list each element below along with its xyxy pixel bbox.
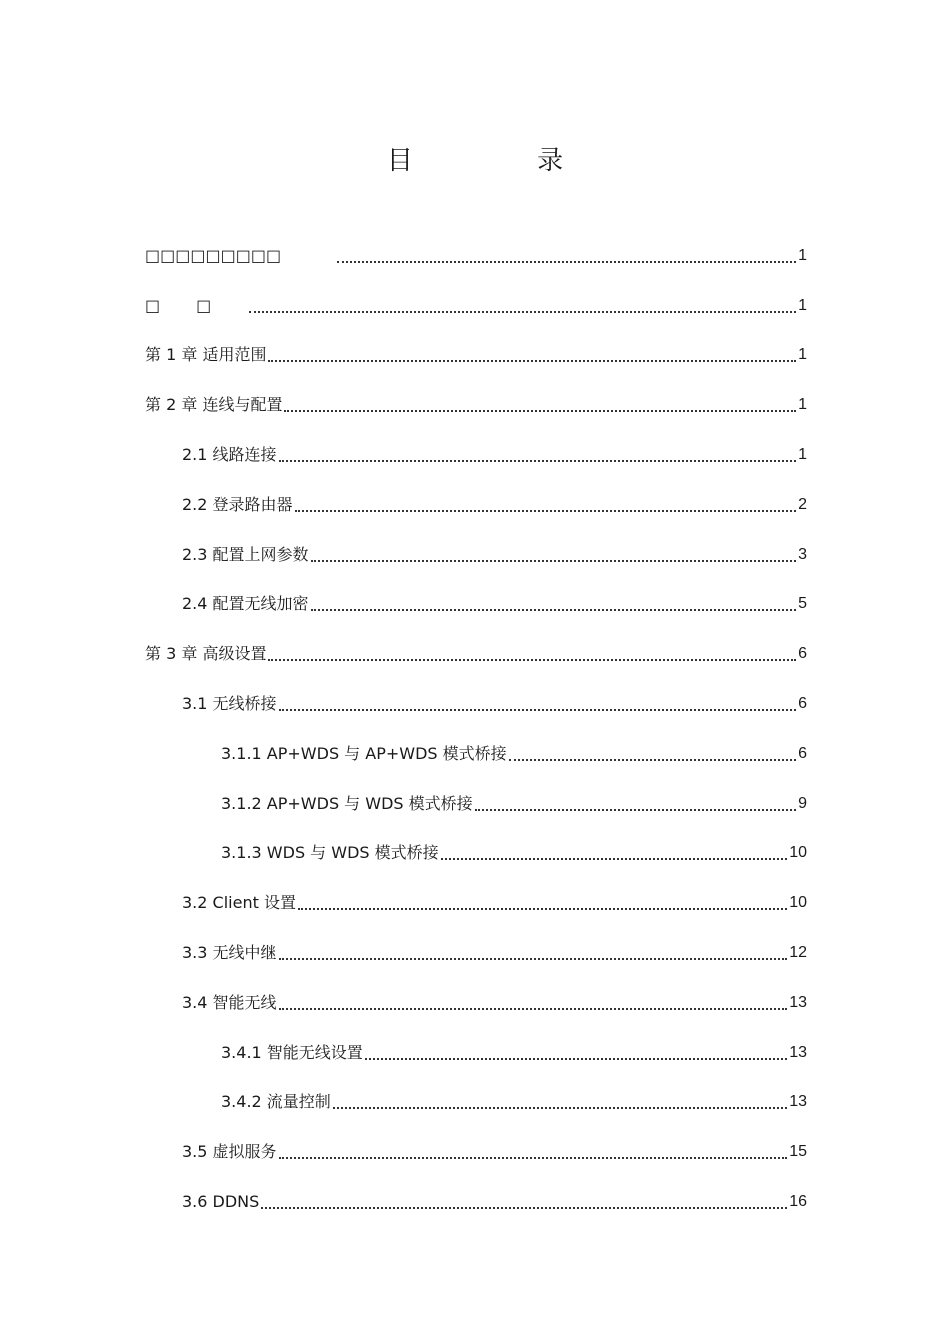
toc-entry[interactable] [145,770,807,820]
toc-entry-label: 3.1.3 WDS 与 WDS 模式桥接 [221,843,439,863]
toc-dot-leader [333,1107,787,1109]
toc-page-number: 12 [789,943,807,961]
toc-page-number: 15 [789,1143,807,1161]
toc-page-number: 1 [798,346,807,364]
toc-entry[interactable] [145,620,807,670]
toc-dot-leader [311,560,797,562]
toc-page-number: 13 [789,1093,807,1111]
toc-entry-label: 3.4.2 流量控制 [221,1092,331,1112]
toc-entry[interactable] [145,1019,807,1069]
toc-dot-leader [261,1207,787,1209]
toc-entry-label: 2.2 登录路由器 [182,494,293,514]
toc-dot-leader [249,311,796,313]
toc-entry[interactable] [145,322,807,372]
toc-entry-label: 2.1 线路连接 [182,444,277,464]
toc-dot-leader [337,261,796,263]
toc-entry[interactable] [145,1069,807,1119]
toc-entry-label: 第 3 章 高级设置 [145,644,267,664]
toc-entry-label: 2.3 配置上网参数 [182,544,309,564]
toc-entry[interactable] [145,1168,807,1218]
toc-entry[interactable] [145,421,807,471]
toc-entry[interactable] [145,670,807,720]
toc-page-number: 16 [789,1192,807,1210]
toc-dot-leader [279,460,797,462]
toc-entry[interactable] [145,272,807,322]
toc-entry[interactable] [145,521,807,571]
toc-dot-leader [268,360,796,362]
toc-dot-leader [284,410,796,412]
toc-entry-label: 3.2 Client 设置 [182,893,296,913]
toc-entry-label: 3.1.1 AP+WDS 与 AP+WDS 模式桥接 [221,743,507,763]
toc-dot-leader [279,709,797,711]
toc-page-number: 1 [798,445,807,463]
toc-entry[interactable] [145,969,807,1019]
toc-entry-label: 3.6 DDNS [182,1191,260,1211]
toc-entry[interactable] [145,371,807,421]
toc-entry[interactable] [145,869,807,919]
toc-dot-leader [279,1157,788,1159]
toc-entry-label: 3.1 无线桥接 [182,693,277,713]
toc-page-number: 1 [798,296,807,314]
toc-entry[interactable] [145,919,807,969]
toc-dot-leader [279,1008,788,1010]
toc-entry[interactable] [145,720,807,770]
toc-page-number: 13 [789,1043,807,1061]
toc-page-number: 1 [798,396,807,414]
toc-dot-leader [509,759,796,761]
toc-page-number: 6 [798,744,807,762]
toc-page-number: 6 [798,645,807,663]
toc-entry[interactable] [145,471,807,521]
toc-entry[interactable] [145,1118,807,1168]
toc-dot-leader [365,1058,787,1060]
toc-entry-label: 3.4.1 智能无线设置 [221,1042,363,1062]
toc-page-number: 3 [798,545,807,563]
table-of-contents [145,222,807,1218]
toc-dot-leader [475,809,796,811]
toc-page-number: 13 [789,993,807,1011]
toc-entry-label: 3.4 智能无线 [182,992,277,1012]
toc-page-number: 5 [798,595,807,613]
toc-dot-leader [441,858,788,860]
toc-page-number: 9 [798,794,807,812]
toc-entry-label: 第 1 章 适用范围 [145,345,267,365]
toc-entry[interactable] [145,222,807,272]
toc-entry-label: 3.1.2 AP+WDS 与 WDS 模式桥接 [221,793,473,813]
toc-page-number: 6 [798,694,807,712]
toc-entry-label: □□□□□□□□□ [145,245,282,265]
toc-entry-label: 3.3 无线中继 [182,942,277,962]
toc-page-number: 10 [789,894,807,912]
toc-entry[interactable] [145,571,807,621]
toc-dot-leader [279,958,788,960]
toc-page-number: 2 [798,495,807,513]
toc-entry-label: 3.5 虚拟服务 [182,1142,277,1162]
toc-dot-leader [298,908,787,910]
toc-page-number: 1 [798,246,807,264]
page-title: 目 录 [386,146,622,176]
toc-dot-leader [311,609,797,611]
toc-entry-label: □□ [145,295,248,315]
toc-dot-leader [268,659,796,661]
toc-entry-label: 第 2 章 连线与配置 [145,395,283,415]
toc-entry-label: 2.4 配置无线加密 [182,594,309,614]
toc-page-number: 10 [789,844,807,862]
toc-entry[interactable] [145,820,807,870]
toc-dot-leader [295,510,797,512]
